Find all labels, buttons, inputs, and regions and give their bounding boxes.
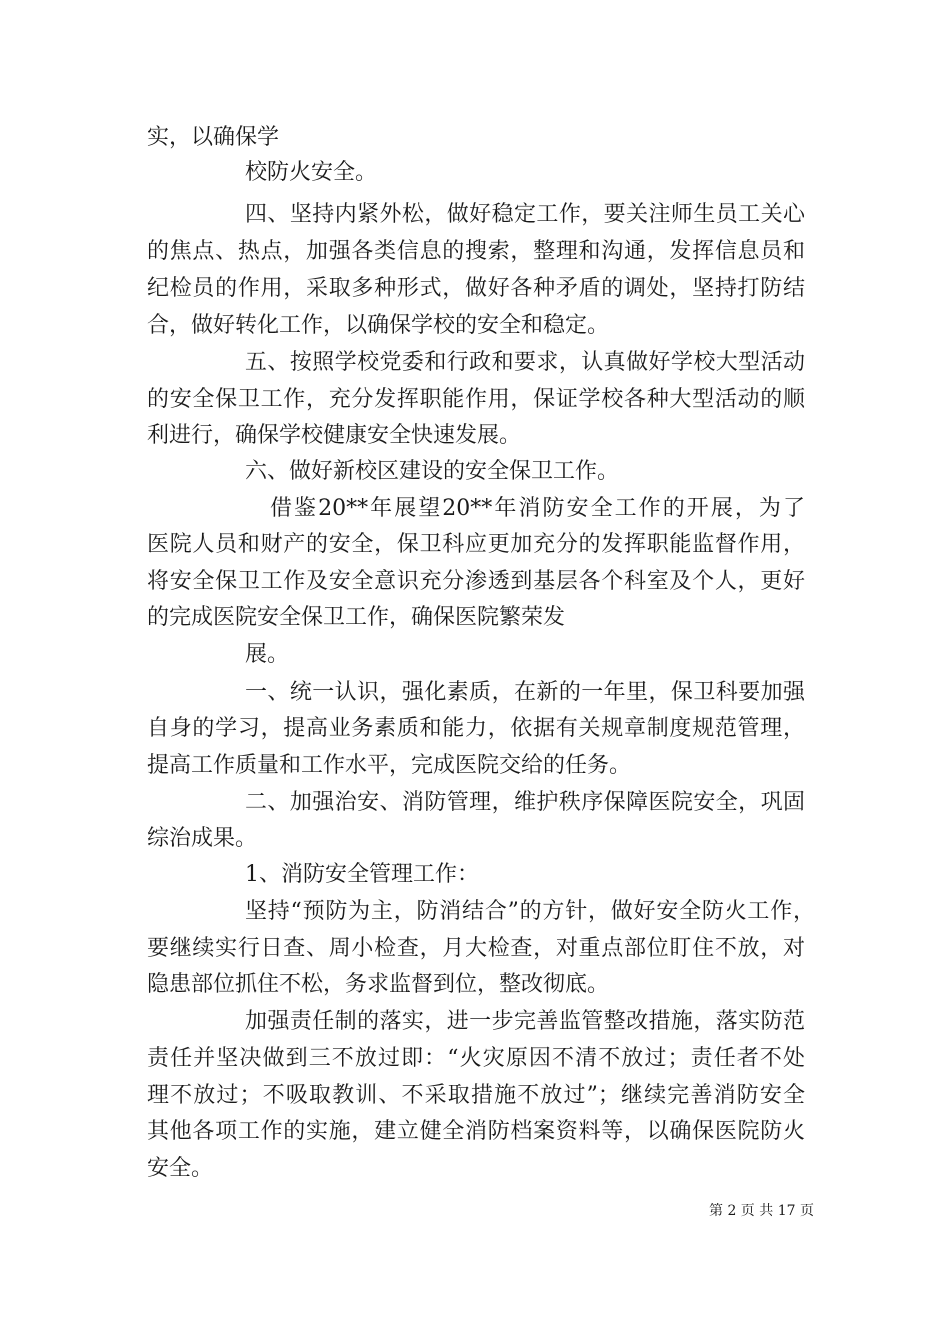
fire-policy-line: 隐患部位抓住不松，务求监督到位，整改彻底。 (147, 972, 610, 997)
responsibility-line: 安全。 (147, 1156, 214, 1181)
paragraph-4-line: 合，做好转化工作，以确保学校的安全和稳定。 (147, 313, 610, 338)
intro-paragraph-line: 借鉴20**年展望20**年消防安全工作的开展，为了 (270, 496, 805, 521)
paragraph-5-line: 的安全保卫工作，充分发挥职能作用，保证学校各种大型活动的顺 (147, 387, 805, 412)
paragraph-6-line: 六、做好新校区建设的安全保卫工作。 (245, 459, 620, 484)
section-1-line: 一、统一认识，强化素质，在新的一年里，保卫科要加强 (245, 680, 805, 705)
intro-paragraph-line: 的完成医院安全保卫工作，确保医院繁荣发 (147, 605, 566, 630)
paragraph-4-line: 的焦点、热点，加强各类信息的搜索，整理和沟通，发挥信息员和 (147, 239, 805, 264)
fire-policy-line: 坚持“预防为主，防消结合”的方针，做好安全防火工作， (245, 899, 815, 924)
text-line: 校防火安全。 (245, 160, 378, 185)
section-1-line: 自身的学习，提高业务素质和能力，依据有关规章制度规范管理， (147, 716, 805, 741)
fire-policy-line: 要继续实行日查、周小检查，月大检查，对重点部位盯住不放，对 (147, 936, 805, 961)
paragraph-4-line: 纪检员的作用，采取多种形式，做好各种矛盾的调处，坚持打防结 (147, 276, 805, 301)
responsibility-line: 理不放过；不吸取教训、不采取措施不放过”；继续完善消防安全 (147, 1083, 805, 1108)
section-2-line: 综治成果。 (147, 826, 258, 851)
section-2-line: 二、加强治安、消防管理，维护秩序保障医院安全，巩固 (245, 790, 805, 815)
page-number: 第 2 页 共 17 页 (709, 1203, 814, 1219)
responsibility-line: 责任并坚决做到三不放过即：“火灾原因不清不放过；责任者不处 (147, 1046, 805, 1071)
paragraph-4-line: 四、坚持内紧外松，做好稳定工作，要关注师生员工关心 (245, 202, 805, 227)
intro-paragraph-line: 将安全保卫工作及安全意识充分渗透到基层各个科室及个人，更好 (147, 569, 805, 594)
section-1-line: 提高工作质量和工作水平，完成医院交给的任务。 (147, 753, 632, 778)
responsibility-line: 加强责任制的落实，进一步完善监管整改措施，落实防范 (245, 1009, 805, 1034)
subsection-heading: 1、消防安全管理工作： (245, 862, 479, 887)
paragraph-5-line: 利进行，确保学校健康安全快速发展。 (147, 423, 522, 448)
responsibility-line: 其他各项工作的实施，建立健全消防档案资料等，以确保医院防火 (147, 1119, 805, 1144)
text-line: 实，以确保学 (147, 125, 280, 150)
intro-paragraph-line: 展。 (245, 642, 290, 667)
paragraph-5-line: 五、按照学校党委和行政和要求，认真做好学校大型活动 (245, 350, 805, 375)
intro-paragraph-line: 医院人员和财产的安全，保卫科应更加充分的发挥职能监督作用， (147, 532, 805, 557)
